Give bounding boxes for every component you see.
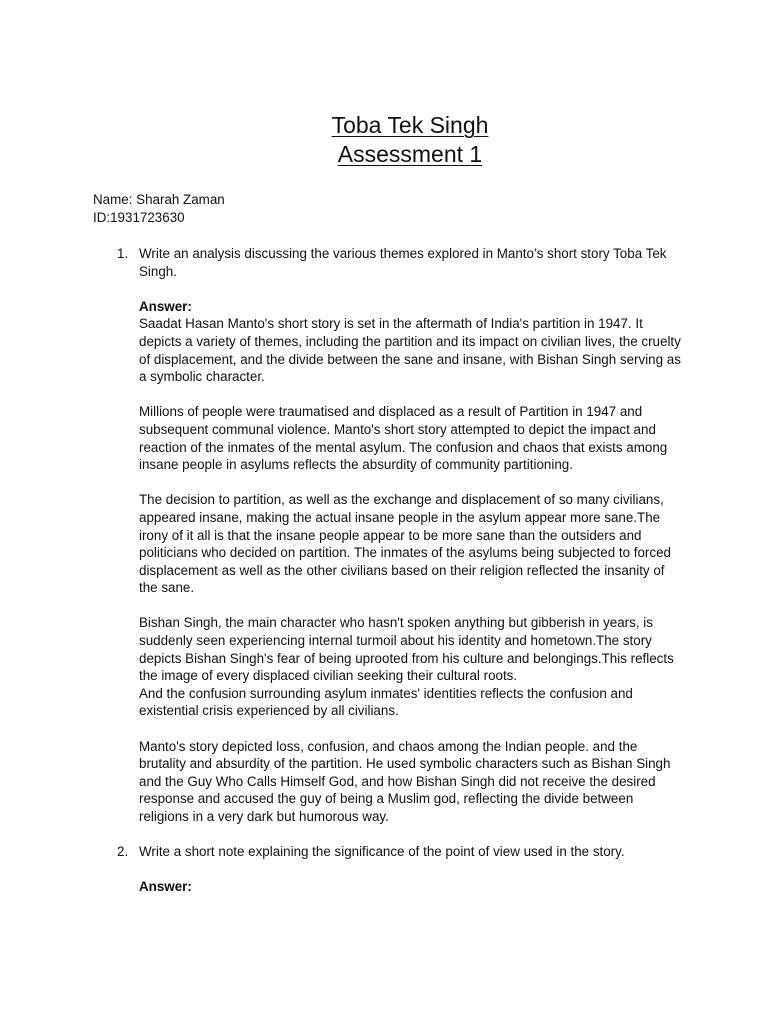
answer-paragraph: The decision to partition, as well as the exchange and displacement of so many civilians, appeared insane, making the actual insane people in the asylum appear more sane.The irony of it all is that the insane people appear to be more sane than the outsiders and politicians who decided on partition. The inmates of the asylums being subjected to forced displacement as well as the other civilians based on their religion reflected the insanity of the sane.	[139, 492, 671, 596]
document-title	[0, 111, 768, 168]
subtitle-text: Assessment 1	[337, 140, 483, 167]
question-list	[93, 245, 683, 896]
title-text: Toba Tek Singh	[331, 112, 489, 138]
question-2	[93, 843, 683, 896]
answer-label: Answer:	[139, 298, 192, 314]
answer-label: Answer:	[139, 879, 192, 895]
answer-paragraph: Bishan Singh, the main character who hasn't spoken anything but gibberish in years, is suddenly seen experiencing internal turmoil about his identity and hometown.The story depicts Bishan Singh's fear of being uprooted from his culture and belongings.This reflects the image of every displaced civilian seeking their cultural roots.	[139, 615, 674, 684]
title-line-1	[0, 111, 768, 140]
student-name: Name: Sharah Zaman	[93, 192, 225, 207]
question-prompt: Write an analysis discussing the various themes explored in Manto’s short story Toba Tek Singh.	[139, 246, 667, 279]
question-prompt: Write a short note explaining the significance of the point of view used in the story.	[139, 844, 625, 860]
answer-paragraph: Millions of people were traumatised and displaced as a result of Partition in 1947 and subsequent communal violence. Manto's short story attempted to depict the impact and reaction of the inmates of the mental asylum. The confusion and chaos that exists among insane people in asylums reflects the absurdity of community partitioning.	[139, 404, 668, 473]
answer-paragraph: And the confusion surrounding asylum inmates' identities reflects the confusion and existential crisis experienced by all civilians.	[139, 685, 633, 719]
student-info	[93, 191, 225, 227]
answer-paragraph: Saadat Hasan Manto's short story is set in the aftermath of India's partition in 1947. It depicts a variety of themes, including the partition and its impact on civilian lives, the cruelty of displacement, and the divide between the sane and insane, with Bishan Singh serving as a symbolic character.	[139, 316, 681, 385]
question-number: 1.	[117, 246, 129, 261]
question-1	[93, 245, 683, 826]
answer-paragraph: Manto's story depicted loss, confusion, and chaos among the Indian people. and the brutality and absurdity of the partition. He used symbolic characters such as Bishan Singh and the Guy Who Calls Himself God, and how Bishan Singh did not receive the desired response and accused the guy of being a Muslim god, reflecting the divide between religions in a very dark but humorous way.	[139, 738, 671, 824]
student-id: ID:1931723630	[93, 210, 185, 225]
title-line-2	[0, 140, 768, 169]
question-number: 2.	[117, 844, 129, 860]
